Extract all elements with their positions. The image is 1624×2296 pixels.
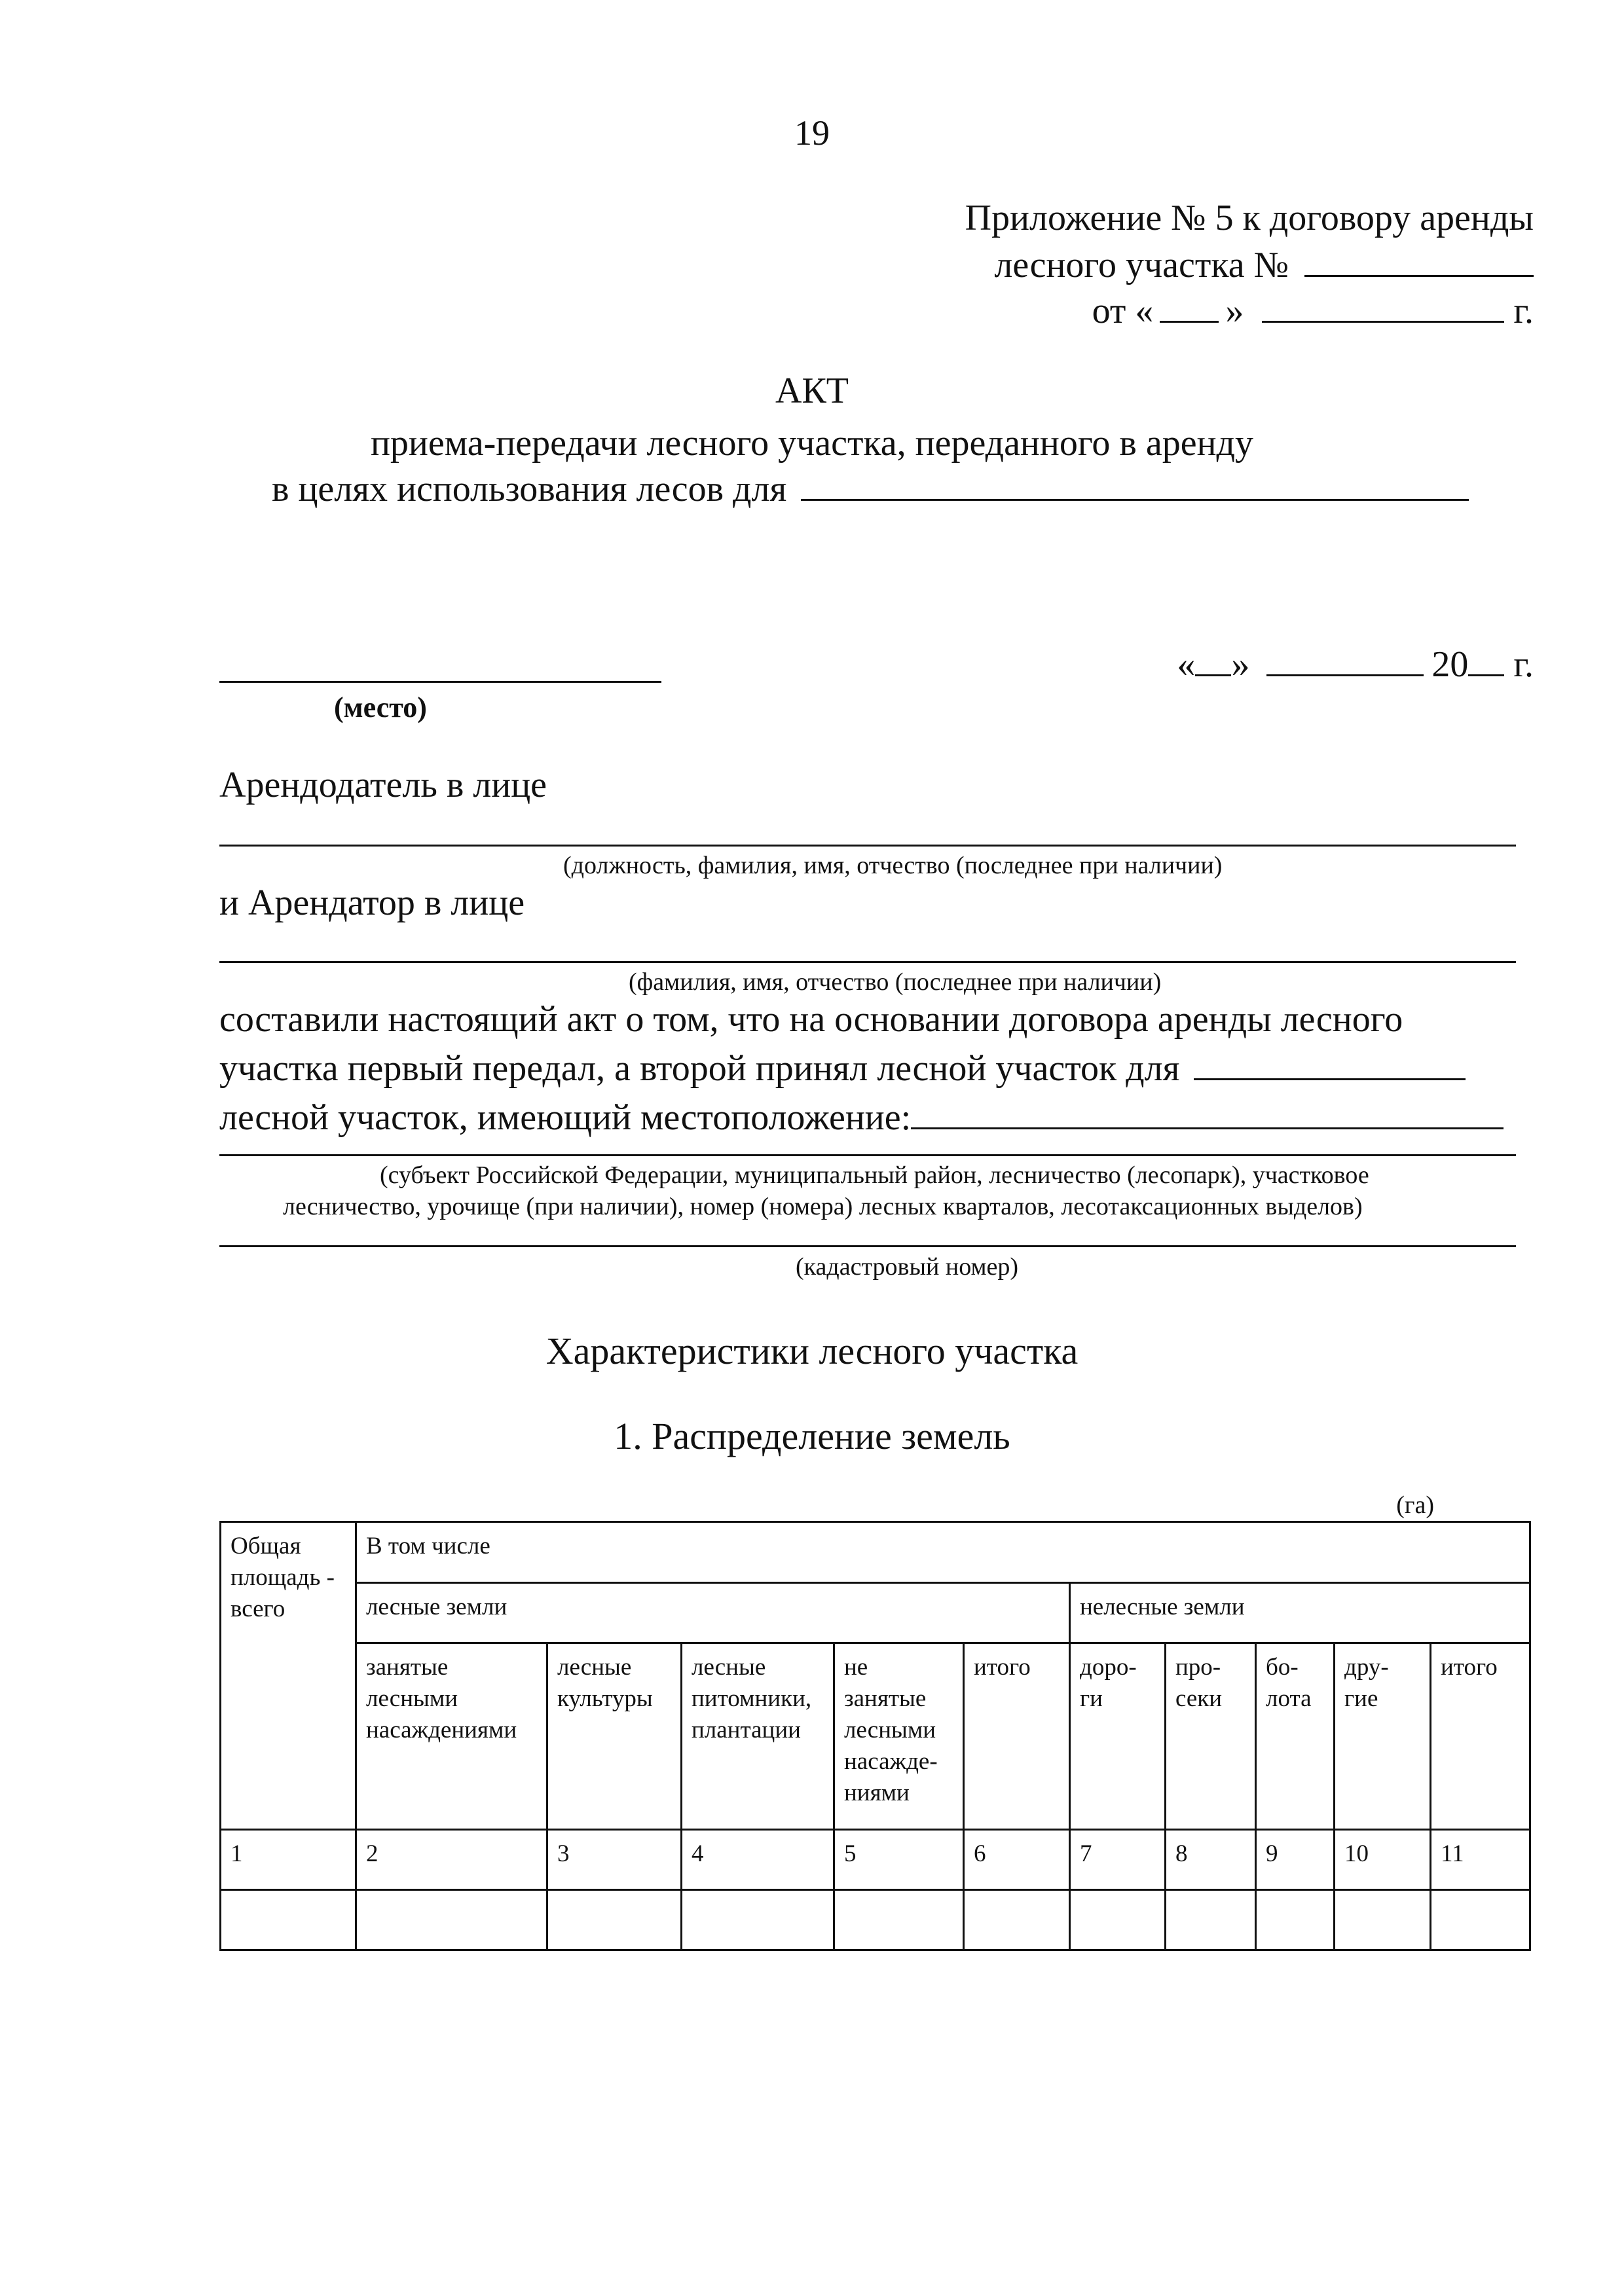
date-open: « (1177, 644, 1196, 685)
data-cell[interactable] (834, 1890, 964, 1950)
section-subtitle: 1. Распределение земель (614, 1415, 1010, 1457)
statement-line-2 (219, 1048, 1466, 1089)
contract-day-blank[interactable] (1160, 291, 1219, 323)
column-number: 9 (1256, 1830, 1335, 1890)
header-col: про-секи (1166, 1643, 1256, 1830)
column-number: 3 (547, 1830, 682, 1890)
year-blank[interactable] (1468, 644, 1504, 676)
data-cell[interactable] (964, 1890, 1070, 1950)
act-purpose (272, 468, 1469, 510)
contract-number-blank[interactable] (1304, 245, 1534, 277)
lessor-label: Арендодатель в лице (219, 765, 547, 805)
data-cell[interactable] (547, 1890, 682, 1950)
place-caption: (место) (334, 691, 427, 723)
land-distribution-table (219, 1521, 1531, 1951)
data-cell[interactable] (1070, 1890, 1166, 1950)
data-cell[interactable] (1335, 1890, 1431, 1950)
year-suffix: г. (1513, 644, 1534, 685)
header-total: Общая площадь - всего (221, 1522, 356, 1830)
column-number: 7 (1070, 1830, 1166, 1890)
section-title: Характеристики лесного участка (545, 1330, 1079, 1372)
appendix-contract-label: лесного участка № (994, 245, 1289, 285)
lessee-label: и Арендатор в лице (219, 883, 525, 923)
header-col: доро-ги (1070, 1643, 1166, 1830)
unit-label: (га) (1396, 1491, 1434, 1519)
year-prefix: 20 (1431, 644, 1469, 685)
data-cell[interactable] (1166, 1890, 1256, 1950)
header-forest-lands: лесные земли (356, 1583, 1070, 1643)
appendix-date-mid: » (1225, 291, 1244, 331)
appendix-line-1: Приложение № 5 к договору аренды (965, 198, 1534, 238)
act-subtitle: приема-передачи лесного участка, переданного в аренду (370, 423, 1254, 464)
location-blank[interactable] (911, 1097, 1504, 1129)
column-number: 10 (1335, 1830, 1431, 1890)
data-cell[interactable] (682, 1890, 834, 1950)
appendix-line-2 (994, 245, 1534, 283)
data-cell[interactable] (221, 1890, 356, 1950)
statement-line-2-text: участка первый передал, а второй принял лесной участок для (219, 1048, 1180, 1089)
date-close: » (1231, 644, 1250, 685)
data-cell[interactable] (1256, 1890, 1335, 1950)
column-number: 4 (682, 1830, 834, 1890)
statement-line-3 (219, 1097, 1504, 1139)
header-col: итого (1431, 1643, 1530, 1830)
statement-line-1: составили настоящий акт о том, что на основании договора аренды лесного (219, 999, 1403, 1040)
contract-month-blank[interactable] (1262, 291, 1504, 323)
cadastral-caption: (кадастровый номер) (796, 1253, 1019, 1281)
day-blank[interactable] (1195, 644, 1231, 676)
header-col: дру-гие (1335, 1643, 1431, 1830)
lessor-caption: (должность, фамилия, имя, отчество (последнее при наличии) (563, 852, 1223, 879)
date-row (1177, 644, 1534, 685)
data-cell[interactable] (356, 1890, 547, 1950)
header-col: бо-лота (1256, 1643, 1335, 1830)
header-including: В том числе (356, 1522, 1530, 1583)
lessee-caption: (фамилия, имя, отчество (последнее при наличии) (629, 968, 1162, 996)
appendix-date-open: от « (1092, 291, 1154, 331)
statement-line-3-text: лесной участок, имеющий местоположение: (219, 1097, 912, 1138)
header-col: занятые лесными насаждениями (356, 1643, 547, 1830)
header-col: не занятые лесными насажде-ниями (834, 1643, 964, 1830)
column-number: 2 (356, 1830, 547, 1890)
lessee-blank[interactable] (219, 961, 1516, 963)
act-purpose-label: в целях использования лесов для (272, 469, 787, 509)
month-blank[interactable] (1266, 644, 1424, 676)
location-line[interactable] (219, 1154, 1516, 1156)
use-purpose-blank[interactable] (1194, 1048, 1466, 1080)
cadastral-line[interactable] (219, 1245, 1516, 1247)
purpose-blank[interactable] (801, 469, 1469, 501)
header-nonforest-lands: нелесные земли (1070, 1583, 1530, 1643)
column-number: 5 (834, 1830, 964, 1890)
column-number: 6 (964, 1830, 1070, 1890)
data-cell[interactable] (1431, 1890, 1530, 1950)
act-title: АКТ (775, 371, 849, 411)
page-number: 19 (794, 113, 830, 153)
header-col: итого (964, 1643, 1070, 1830)
appendix-line-3 (1092, 291, 1534, 329)
appendix-date-suffix: г. (1513, 291, 1534, 331)
header-col: лесные питомники, плантации (682, 1643, 834, 1830)
location-caption-2: лесничество, урочище (при наличии), номер (номера) лесных кварталов, лесотаксационных выделов) (283, 1193, 1363, 1220)
header-col: лесные культуры (547, 1643, 682, 1830)
place-blank[interactable] (219, 681, 661, 683)
lessor-blank[interactable] (219, 845, 1516, 847)
column-number: 8 (1166, 1830, 1256, 1890)
location-caption-1: (субъект Российской Федерации, муниципальный район, лесничество (лесопарк), участковое (380, 1161, 1369, 1189)
column-number: 11 (1431, 1830, 1530, 1890)
column-number: 1 (221, 1830, 356, 1890)
